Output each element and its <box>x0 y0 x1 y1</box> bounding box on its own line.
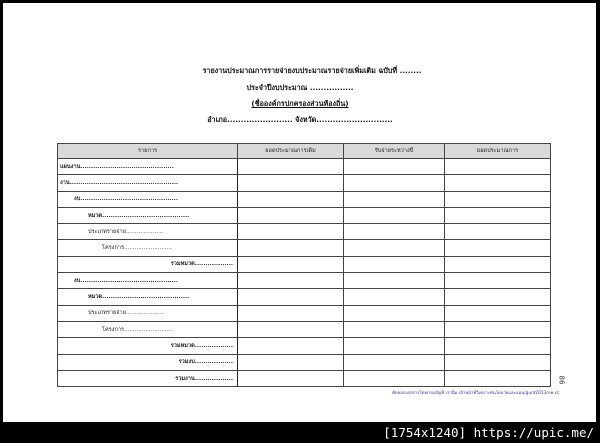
table-row <box>58 159 551 175</box>
column-header-original-budget: ยอดประมาณการเดิม <box>238 144 344 159</box>
column-header-budget-estimate: ยอดประมาณการ <box>445 144 551 159</box>
original-budget-cell <box>238 354 344 370</box>
original-budget-cell <box>238 289 344 305</box>
row-label: ประเภทรายจ่าย..................... <box>58 224 238 240</box>
original-budget-cell <box>238 159 344 175</box>
original-budget-cell <box>238 240 344 256</box>
budget-estimate-cell <box>445 370 551 386</box>
row-label: รวมหมวด.................. <box>58 256 238 272</box>
budget-estimate-cell <box>445 191 551 207</box>
table-row <box>58 191 551 207</box>
organization-name: (ชื่อองค์กรปกครองส่วนท้องถิ่น) <box>251 99 349 108</box>
page-number: 86 <box>557 375 566 385</box>
row-label: ประเภทรายจ่าย..................... <box>58 305 238 321</box>
transfers-cell <box>344 305 445 321</box>
row-label: โครงการ........................... <box>58 321 238 337</box>
row-label: งบ.............................................. <box>58 273 238 289</box>
original-budget-cell <box>238 273 344 289</box>
table-header-row <box>58 144 551 159</box>
original-budget-cell <box>238 370 344 386</box>
table-row <box>58 224 551 240</box>
table-row <box>58 305 551 321</box>
district-province-line: อำเภอ........................ จังหวัด............................ <box>207 115 393 124</box>
row-label: โครงการ........................... <box>58 240 238 256</box>
transfers-cell <box>344 273 445 289</box>
transfers-cell <box>344 256 445 272</box>
original-budget-cell <box>238 207 344 223</box>
table-row <box>58 240 551 256</box>
original-budget-cell <box>238 256 344 272</box>
transfers-cell <box>344 321 445 337</box>
table-row <box>58 321 551 337</box>
budget-estimate-cell <box>445 159 551 175</box>
transfers-cell <box>344 159 445 175</box>
budget-estimate-cell <box>445 338 551 354</box>
row-label: หมวด......................................... <box>58 289 238 305</box>
transfers-cell <box>344 191 445 207</box>
row-label: งบ.............................................. <box>58 191 238 207</box>
row-label: แผนงาน............................................ <box>58 159 238 175</box>
budget-estimate-cell <box>445 289 551 305</box>
original-budget-cell <box>238 191 344 207</box>
table-row <box>58 354 551 370</box>
transfers-cell <box>344 240 445 256</box>
transfers-cell <box>344 224 445 240</box>
image-host-watermark: [1754x1240] https://upic.me/ <box>383 425 594 440</box>
original-budget-cell <box>238 321 344 337</box>
original-budget-cell <box>238 338 344 354</box>
footer-note: คัดลอกเอกสารโดยกรมบัญชี เรานิ่ม เจ้าหน้าที่วิเคราะห์นโยบายและแผน/gunt2013/กค.cc <box>392 391 560 396</box>
budget-table <box>57 143 551 387</box>
original-budget-cell <box>238 175 344 191</box>
budget-estimate-cell <box>445 273 551 289</box>
column-header-transfers: รับจ่ายระหว่างปี <box>344 144 445 159</box>
report-title: รายงานประมาณการรายจ่ายงบประมาณรายจ่ายเพิ่มเติม ฉบับที่ ........ <box>202 66 422 75</box>
budget-estimate-cell <box>445 256 551 272</box>
row-label: รวมงบ.................. <box>58 354 238 370</box>
transfers-cell <box>344 289 445 305</box>
column-header-item: รายการ <box>58 144 238 159</box>
transfers-cell <box>344 338 445 354</box>
budget-estimate-cell <box>445 354 551 370</box>
table-row <box>58 175 551 191</box>
budget-estimate-cell <box>445 207 551 223</box>
table-row <box>58 273 551 289</box>
original-budget-cell <box>238 305 344 321</box>
table-row <box>58 207 551 223</box>
transfers-cell <box>344 207 445 223</box>
row-label: หมวด......................................... <box>58 207 238 223</box>
transfers-cell <box>344 354 445 370</box>
budget-estimate-cell <box>445 175 551 191</box>
budget-estimate-cell <box>445 240 551 256</box>
original-budget-cell <box>238 224 344 240</box>
fiscal-year-line: ประจำปีงบประมาณ ................ <box>246 83 354 92</box>
budget-estimate-cell <box>445 321 551 337</box>
row-label: งาน................................................... <box>58 175 238 191</box>
row-label: รวมงาน.................. <box>58 370 238 386</box>
row-label: รวมหมวด.................. <box>58 338 238 354</box>
table-row <box>58 289 551 305</box>
budget-estimate-cell <box>445 224 551 240</box>
table-row <box>58 370 551 386</box>
transfers-cell <box>344 175 445 191</box>
table-row <box>58 256 551 272</box>
budget-estimate-cell <box>445 305 551 321</box>
transfers-cell <box>344 370 445 386</box>
table-row <box>58 338 551 354</box>
